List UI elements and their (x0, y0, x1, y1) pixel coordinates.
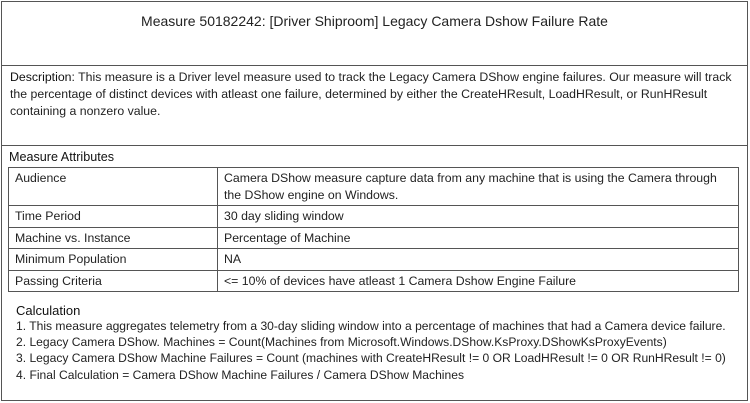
title-box (1, 1, 748, 66)
description-box: Description: This measure is a Driver level measure used to track the Legacy Camera DShow engine failures. Our measure will track the percentage of distinct devices with atleast one failure, determined by either the CreateHResult, LoadHResult, or RunHResult containing a nonzero value. (1, 65, 748, 146)
calculation-step: 4. Final Calculation = Camera DShow Machine Failures / Camera DShow Machines (16, 367, 464, 382)
attribute-value: NA (218, 249, 739, 271)
table-row (9, 227, 739, 249)
description-text: This measure is a Driver level measure used to track the Legacy Camera DShow engine failures. Our measure will track the percentage of distinct devices with atleast one failure, determined by either the CreateHResult, LoadHResult, or RunHResult containing a nonzero value. (10, 70, 732, 118)
attribute-value: <= 10% of devices have atleast 1 Camera Dshow Engine Failure (218, 270, 739, 292)
table-row (9, 270, 739, 292)
attribute-value: Camera DShow measure capture data from any machine that is using the Camera through the DShow engine on Windows. (218, 168, 739, 206)
calculation-step: 1. This measure aggregates telemetry from a 30-day sliding window into a percentage of machines that had a Camera device failure. (16, 319, 726, 333)
table-row (9, 168, 739, 206)
table-row (9, 206, 739, 228)
description-label: Description (10, 70, 72, 84)
attributes-table (8, 167, 739, 292)
attribute-key: Minimum Population (9, 249, 218, 271)
calculation-step: 2. Legacy Camera DShow. Machines = Count(Machines from Microsoft.Windows.DShow.KsProxy.DShowKsProxyEvents) (16, 335, 667, 350)
calculation-step: 3. Legacy Camera DShow Machine Failures = Count (machines with CreateHResult != 0 OR LoadHResult != 0 OR RunHResult != 0) (16, 351, 726, 366)
attributes-heading: Measure Attributes (9, 150, 114, 164)
attribute-key: Time Period (9, 206, 218, 228)
attribute-key: Passing Criteria (9, 270, 218, 292)
attribute-value: Percentage of Machine (218, 227, 739, 249)
table-row (9, 249, 739, 271)
calculation-list (16, 318, 726, 383)
calculation-heading: Calculation (16, 303, 81, 318)
attribute-value: 30 day sliding window (218, 206, 739, 228)
attribute-key: Machine vs. Instance (9, 227, 218, 249)
page-title: Measure 50182242: [Driver Shiproom] Legacy Camera Dshow Failure Rate (141, 13, 608, 29)
attribute-key: Audience (9, 168, 218, 206)
